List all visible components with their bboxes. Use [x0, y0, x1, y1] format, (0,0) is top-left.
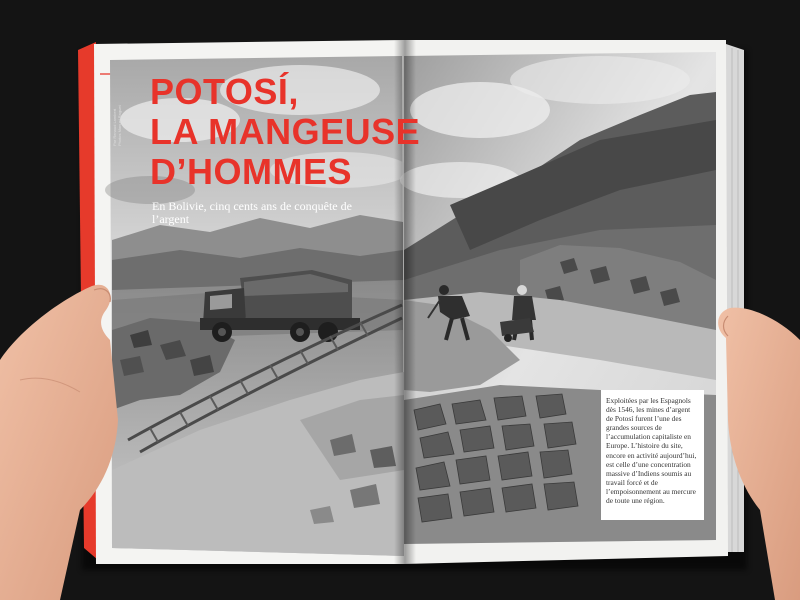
photo-caption: Exploitées par les Espagnols dès 1546, les mines d’argent de Potosí furent l’une des grandes sources de l’accumulation capitaliste en Europe. L’histoire du site, encore en activité aujourd’hui, est celle d’une concentration massive d’Indiens soumis au travail forcé et de l’empoisonnement au mercure de toute une région. — [606, 396, 697, 506]
author-credit: Par Renaud Lambert — [112, 108, 117, 146]
headline-line-1: POTOSÍ, — [150, 71, 299, 112]
photo-caption-box — [601, 390, 704, 520]
article-headline — [150, 72, 420, 192]
headline-line-3: D’HOMMES — [150, 151, 352, 192]
article-subtitle: En Bolivie, cinq cents ans de conquête de l’argent — [152, 199, 352, 226]
article-credits — [112, 105, 122, 146]
headline-line-2: LA MANGEUSE — [150, 111, 421, 152]
photo-credit: Photos Manuel Raguet — [117, 105, 122, 146]
